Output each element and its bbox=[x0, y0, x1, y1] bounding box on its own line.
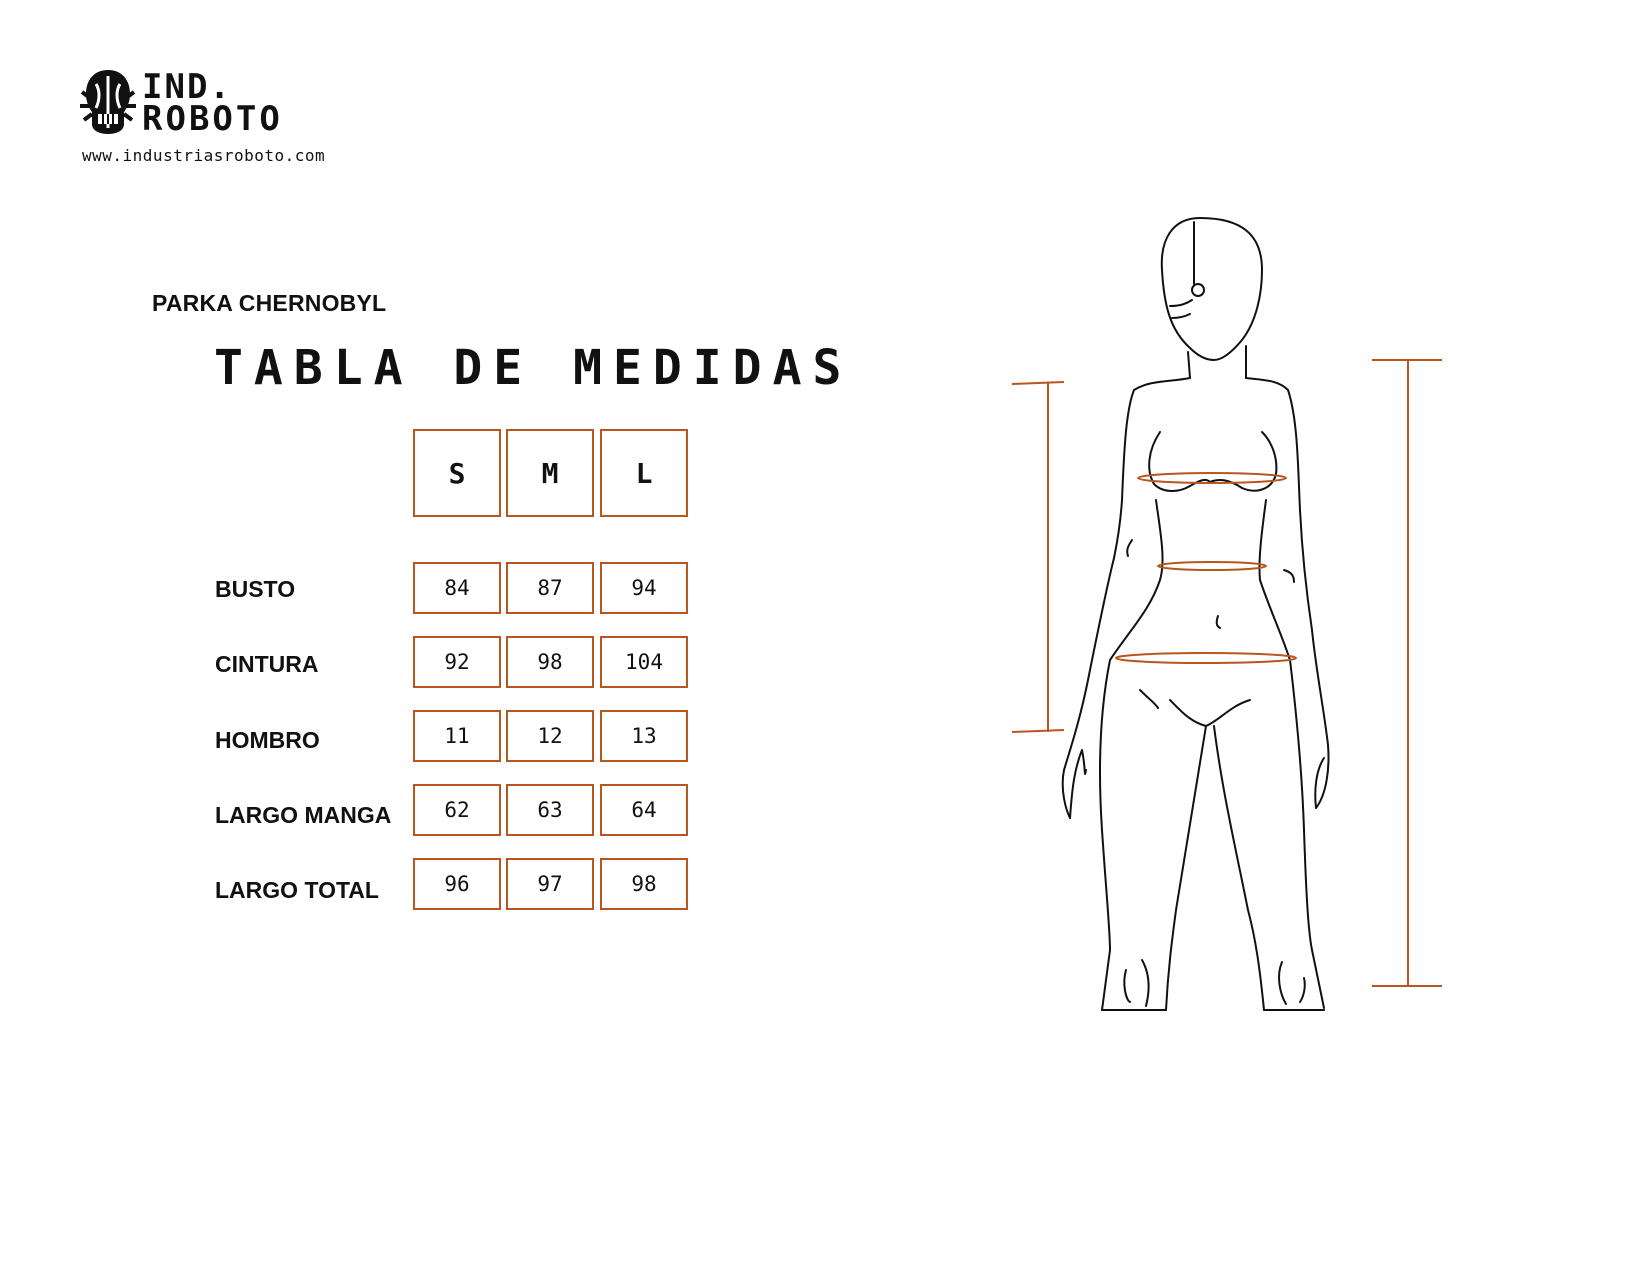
page-title: TABLA DE MEDIDAS bbox=[214, 340, 853, 396]
size-header-s: S bbox=[413, 429, 501, 517]
value-cell: 64 bbox=[600, 784, 688, 836]
size-header-m: M bbox=[506, 429, 594, 517]
product-name: PARKA CHERNOBYL bbox=[152, 290, 387, 316]
brand-name-line-2: ROBOTO bbox=[142, 99, 283, 139]
value-cell: 63 bbox=[506, 784, 594, 836]
value-cell: 87 bbox=[506, 562, 594, 614]
value-cell: 98 bbox=[600, 858, 688, 910]
female-mannequin-icon bbox=[1010, 210, 1470, 1060]
brand-name-line-1: IND. bbox=[142, 67, 232, 107]
row-label-busto: BUSTO bbox=[215, 576, 296, 602]
brand-logo bbox=[80, 68, 380, 163]
value-cell: 98 bbox=[506, 636, 594, 688]
size-header-l: L bbox=[600, 429, 688, 517]
row-label-hombro: HOMBRO bbox=[215, 727, 320, 753]
value-cell: 96 bbox=[413, 858, 501, 910]
value-cell: 12 bbox=[506, 710, 594, 762]
row-label-cintura: CINTURA bbox=[215, 651, 319, 677]
value-cell: 97 bbox=[506, 858, 594, 910]
value-cell: 94 bbox=[600, 562, 688, 614]
brand-url: www.industriasroboto.com bbox=[82, 146, 326, 165]
value-cell: 11 bbox=[413, 710, 501, 762]
robot-skull-icon bbox=[80, 68, 136, 136]
row-label-largo-manga: LARGO MANGA bbox=[215, 802, 392, 828]
value-cell: 104 bbox=[600, 636, 688, 688]
value-cell: 92 bbox=[413, 636, 501, 688]
value-cell: 13 bbox=[600, 710, 688, 762]
row-label-largo-total: LARGO TOTAL bbox=[215, 877, 379, 903]
value-cell: 84 bbox=[413, 562, 501, 614]
value-cell: 62 bbox=[413, 784, 501, 836]
